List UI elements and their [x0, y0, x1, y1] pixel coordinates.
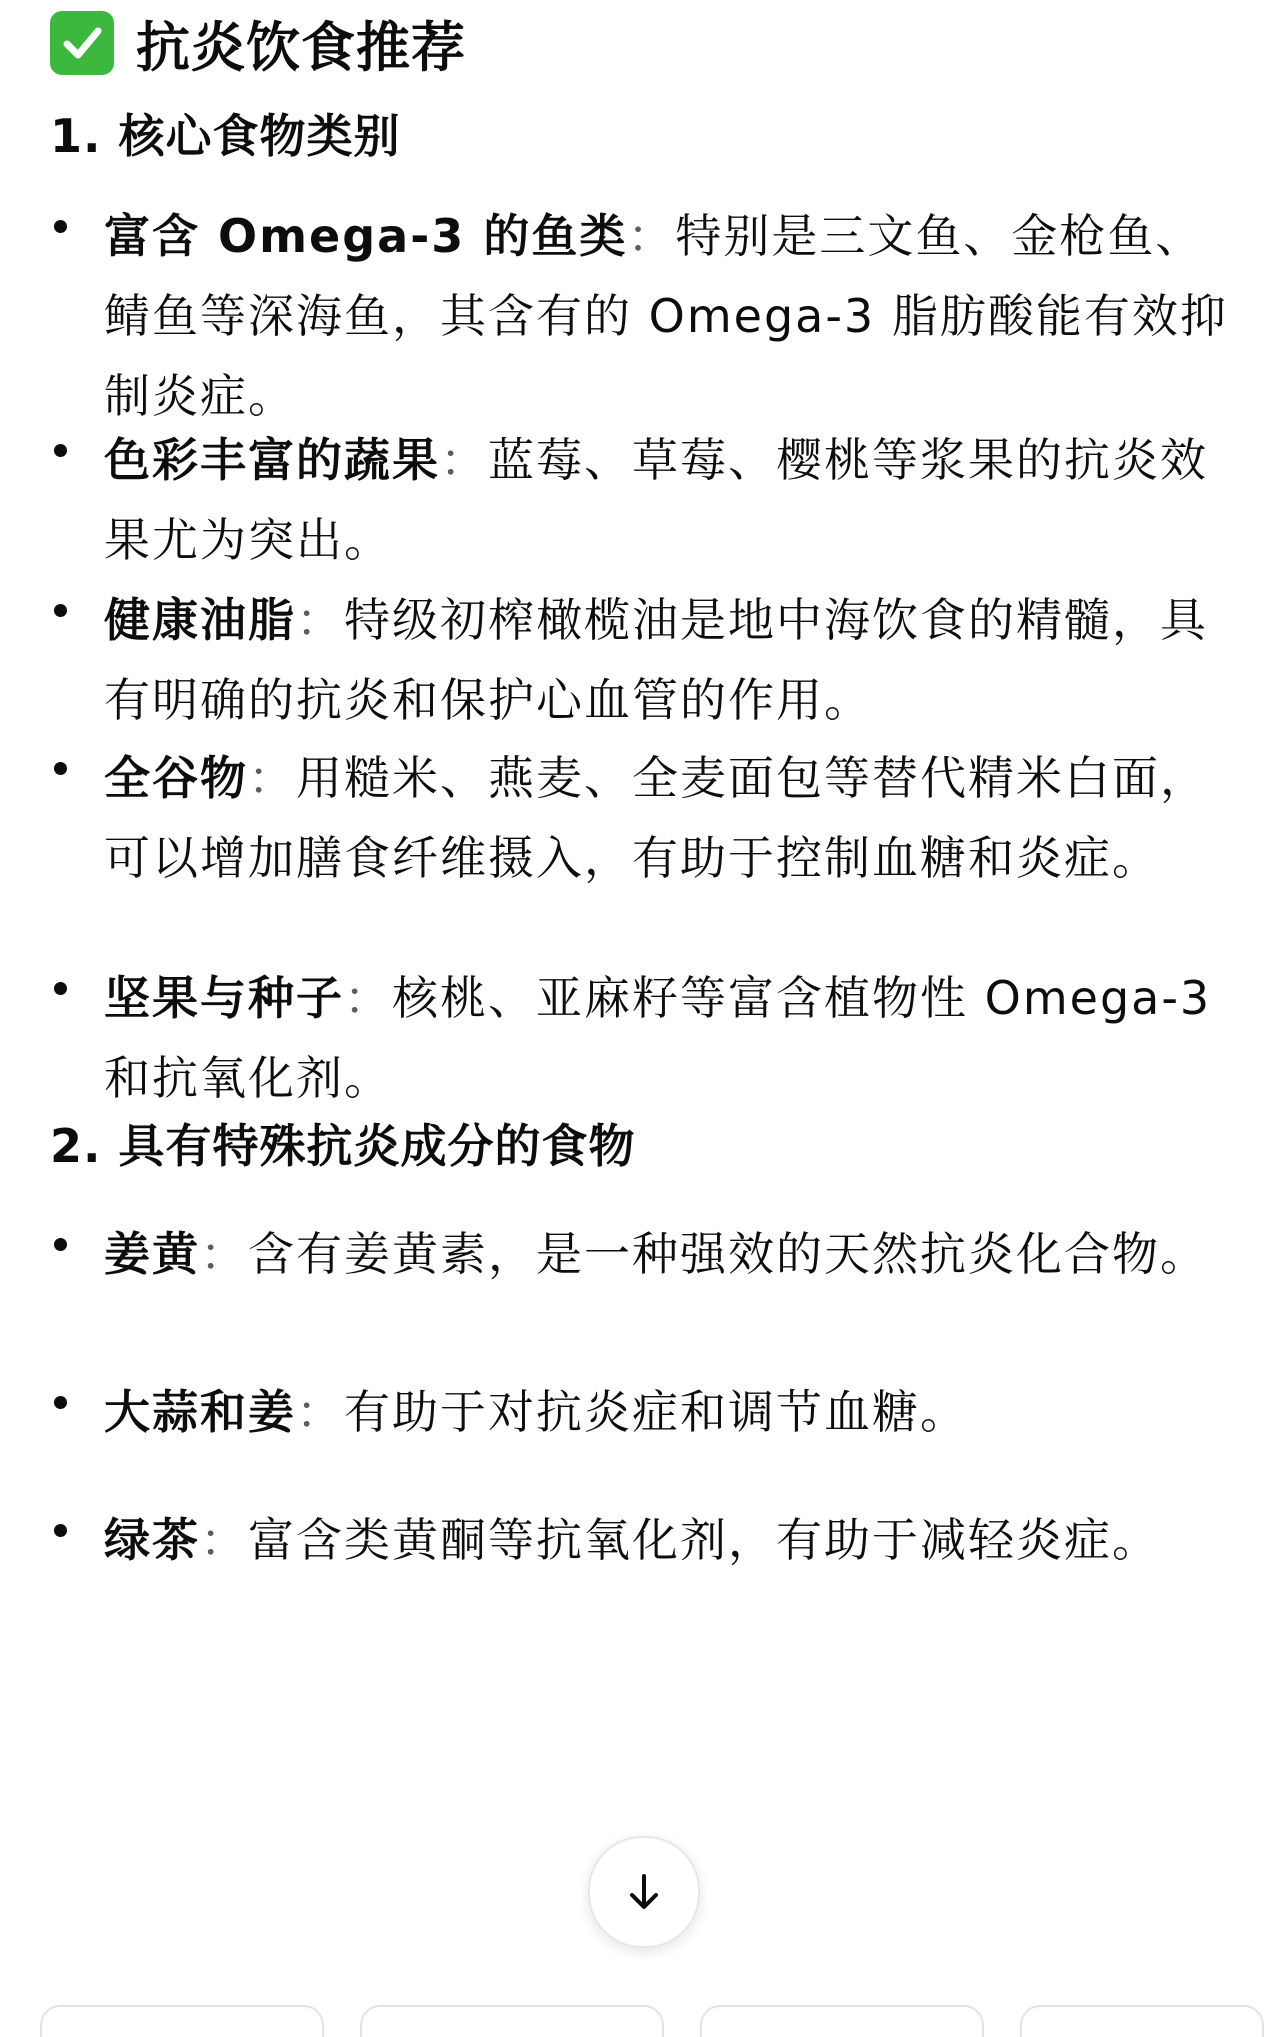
- suggestion-chip[interactable]: [1020, 2005, 1264, 2037]
- arrow-down-icon: [620, 1868, 668, 1916]
- suggestion-chips-row: [0, 2005, 1284, 2018]
- item-title: 大蒜和姜: [104, 1385, 296, 1439]
- bullet-icon: [54, 1524, 67, 1537]
- item-title: 绿茶: [104, 1513, 200, 1567]
- check-mark-button-icon: [50, 11, 114, 75]
- item-separator: ：: [200, 1513, 248, 1567]
- item-separator: ：: [296, 1385, 344, 1439]
- list-item: [50, 1214, 1240, 1294]
- item-title: 全谷物: [104, 751, 248, 805]
- item-separator: ：: [440, 433, 488, 487]
- suggestion-chip[interactable]: [40, 2005, 324, 2037]
- list-item: [50, 580, 1240, 740]
- heading-text: 抗炎饮食推荐: [136, 15, 466, 79]
- item-text: 富含类黄酮等抗氧化剂，有助于减轻炎症。: [248, 1513, 1160, 1567]
- item-text: 用糙米、燕麦、全麦面包等替代精米白面，可以增加膳食纤维摄入，有助于控制血糖和炎症。: [104, 751, 1208, 885]
- section-heading: [50, 8, 466, 78]
- item-separator: ：: [344, 971, 392, 1025]
- item-title: 坚果与种子: [104, 971, 344, 1025]
- list-item: [50, 196, 1240, 436]
- bullet-icon: [54, 982, 67, 995]
- suggestion-chip[interactable]: [700, 2005, 984, 2037]
- item-text: 含有姜黄素，是一种强效的天然抗炎化合物。: [248, 1227, 1208, 1281]
- item-separator: ：: [627, 209, 676, 263]
- bullet-icon: [54, 604, 67, 617]
- bullet-icon: [54, 220, 67, 233]
- bullet-icon: [54, 444, 67, 457]
- item-title: 姜黄: [104, 1227, 200, 1281]
- item-separator: ：: [200, 1227, 248, 1281]
- list-item: [50, 1500, 1240, 1580]
- bullet-icon: [54, 1396, 67, 1409]
- scroll-to-bottom-button[interactable]: [588, 1836, 700, 1948]
- item-separator: ：: [296, 593, 344, 647]
- item-separator: ：: [248, 751, 296, 805]
- section-title: 1. 核心食物类别: [50, 109, 401, 163]
- item-title: 富含 Omega-3 的鱼类: [104, 209, 628, 263]
- item-title: 健康油脂: [104, 593, 296, 647]
- section-title: 2. 具有特殊抗炎成分的食物: [50, 1119, 636, 1173]
- item-text: 核桃、亚麻籽等富含植物性 Omega-3 和抗氧化剂。: [104, 971, 1212, 1105]
- bullet-icon: [54, 762, 67, 775]
- item-title: 色彩丰富的蔬果: [104, 433, 440, 487]
- item-text: 有助于对抗炎症和调节血糖。: [344, 1385, 968, 1439]
- suggestion-chip[interactable]: [360, 2005, 664, 2037]
- item-text: 蓝莓、草莓、樱桃等浆果的抗炎效果尤为突出。: [104, 433, 1208, 567]
- list-item: [50, 420, 1240, 580]
- bullet-icon: [54, 1238, 67, 1251]
- list-item: [50, 1372, 1240, 1452]
- item-text: 特级初榨橄榄油是地中海饮食的精髓，具有明确的抗炎和保护心血管的作用。: [104, 593, 1208, 727]
- list-item: [50, 738, 1240, 898]
- item-text: 特别是三文鱼、金枪鱼、鲭鱼等深海鱼，其含有的 Omega-3 脂肪酸能有效抑制炎症。: [104, 209, 1228, 423]
- list-item: [50, 958, 1240, 1118]
